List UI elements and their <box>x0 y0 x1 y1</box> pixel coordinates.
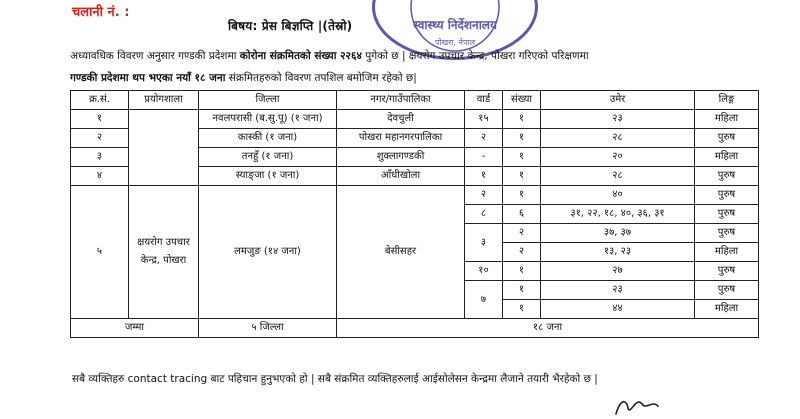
cell-age: ३१, २२, १८, ४०, ३६, ३१ <box>541 205 695 224</box>
reference-number-label: चलानी नं. : <box>72 5 130 20</box>
cell-count: १ <box>503 167 541 186</box>
intro-total-cases: कोरोना संक्रमितको संख्या २२६४ <box>239 50 362 62</box>
cell-district: स्याङ्जा (१ जना) <box>199 167 337 186</box>
header-municipality: नगर/गाउँपालिका <box>337 91 465 110</box>
cell-count: २ <box>503 243 541 262</box>
cell-ward: १५ <box>465 110 503 129</box>
cell-district: कास्की (१ जना) <box>199 129 337 148</box>
cell-gender: पुरुष <box>695 167 759 186</box>
table-row <box>71 110 759 129</box>
cases-table <box>70 90 759 338</box>
cell-gender: महिला <box>695 148 759 167</box>
cell-age: ४४ <box>541 300 695 319</box>
header-age: उमेर <box>541 91 695 110</box>
cell-gender: महिला <box>695 243 759 262</box>
cell-gender: पुरुष <box>695 129 759 148</box>
cell-municipality: शुक्लागण्डकी <box>337 148 465 167</box>
cell-age: १३, २३ <box>541 243 695 262</box>
cell-gender: पुरुष <box>695 262 759 281</box>
total-label: जम्मा <box>71 319 199 338</box>
cell-count: १ <box>503 186 541 205</box>
cell-ward: २ <box>465 129 503 148</box>
cell-district: नवलपरासी (ब.सु.पू) (१ जना) <box>199 110 337 129</box>
header-ward: वार्ड <box>465 91 503 110</box>
total-people: १८ जना <box>337 319 759 338</box>
intro-text-1: अध्यावधिक विवरण अनुसार गण्डकी प्रदेशमा <box>70 50 240 62</box>
intro-paragraph <box>70 45 770 89</box>
cell-age: २७ <box>541 262 695 281</box>
cell-ward: १० <box>465 262 503 281</box>
cell-count: २ <box>503 224 541 243</box>
table-row <box>71 186 759 205</box>
cell-age: २३ <box>541 110 695 129</box>
cell-count: १ <box>503 281 541 300</box>
header-count: संख्या <box>503 91 541 110</box>
cell-count: १ <box>503 110 541 129</box>
cell-age: २८ <box>541 129 695 148</box>
cell-laboratory <box>129 186 199 319</box>
cell-gender: पुरुष <box>695 281 759 300</box>
cell-district: तनहुँ (१ जना) <box>199 148 337 167</box>
table-total-row <box>71 319 759 338</box>
cell-municipality: बेसीसहर <box>337 186 465 319</box>
cell-ward: ७ <box>465 281 503 319</box>
cell-count: १ <box>503 148 541 167</box>
header-serial: क्र.सं. <box>71 91 129 110</box>
cell-ward: - <box>465 148 503 167</box>
header-laboratory: प्रयोगशाला <box>129 91 199 110</box>
cell-ward: १ <box>465 167 503 186</box>
cell-serial: २ <box>71 129 129 148</box>
cell-count: १ <box>503 129 541 148</box>
cell-ward: ३ <box>465 224 503 262</box>
header-district: जिल्ला <box>199 91 337 110</box>
intro-text-3: संक्रमितहरुको विवरण तपशिल बमोजिम रहेको छ| <box>225 72 417 84</box>
cell-gender: महिला <box>695 300 759 319</box>
laboratory-name-line1: क्षयरोग उपचार <box>137 237 190 248</box>
cell-laboratory-empty <box>129 110 199 186</box>
cell-serial: ३ <box>71 148 129 167</box>
cell-age: ४० <box>541 186 695 205</box>
cell-municipality: पोखरा महानगरपालिका <box>337 129 465 148</box>
document-subject: बिषय: प्रेस बिज्ञप्ति |(तेस्रो) <box>228 19 353 33</box>
svg-text:स्वास्थ्य निर्देशनालय: स्वास्थ्य निर्देशनालय <box>413 18 497 32</box>
total-districts: ५ जिल्ला <box>199 319 337 338</box>
cell-count: १ <box>503 262 541 281</box>
laboratory-name-line2: केन्द्र, पोखरा <box>140 255 187 266</box>
cell-serial: १ <box>71 110 129 129</box>
cell-count: १ <box>503 300 541 319</box>
cell-age: २० <box>541 148 695 167</box>
cell-age: २३ <box>541 281 695 300</box>
cell-serial: ४ <box>71 167 129 186</box>
cell-gender: महिला <box>695 110 759 129</box>
cell-gender: पुरुष <box>695 205 759 224</box>
cell-gender: पुरुष <box>695 186 759 205</box>
signature <box>612 394 662 419</box>
header-gender: लिङ्ग <box>695 91 759 110</box>
cell-age: २८ <box>541 167 695 186</box>
intro-new-cases: गण्डकी प्रदेशमा थप भएका नयाँ १८ जना <box>70 72 226 84</box>
cell-serial: ५ <box>71 186 129 319</box>
intro-text-2: पुगेको छ | क्षयरोग उपचार केन्द्र, पोखरा गरिएको परिक्षणमा <box>361 50 589 62</box>
cell-age: ३७, ३७ <box>541 224 695 243</box>
footer-note: सबै व्यक्तिहरु contact tracing बाट पहिचान हुनुभएको हो | सबै संक्रमित व्यक्तिहरुलाई आईसोलेसन केन्द्रमा लैजाने तयारी भैरहेको छ | <box>72 373 598 385</box>
cell-municipality: आँधीखोला <box>337 167 465 186</box>
cell-count: ६ <box>503 205 541 224</box>
cell-ward: २ <box>465 186 503 205</box>
cell-municipality: देवचुली <box>337 110 465 129</box>
cell-gender: पुरुष <box>695 224 759 243</box>
svg-text:पोखरा, नेपाल: पोखरा, नेपाल <box>434 38 476 47</box>
table-header-row <box>71 91 759 110</box>
cell-ward: ८ <box>465 205 503 224</box>
cell-district: लमजुङ (१४ जना) <box>199 186 337 319</box>
